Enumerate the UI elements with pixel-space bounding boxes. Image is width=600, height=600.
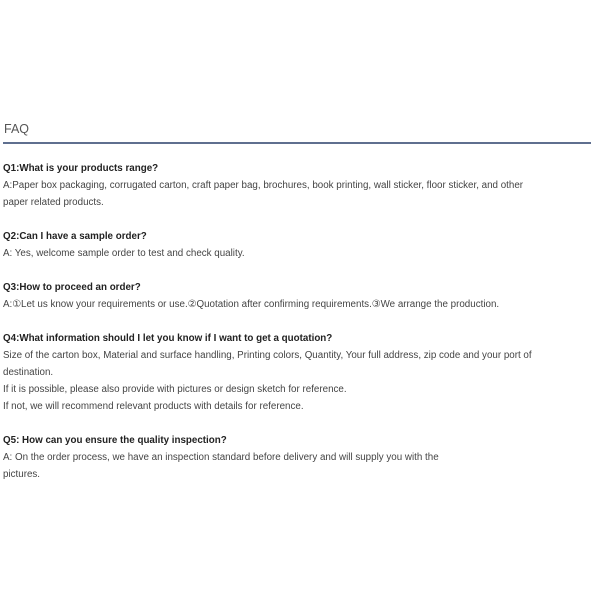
faq-answer-line: A:Paper box packaging, corrugated carton, craft paper bag, brochures, book printing, wall sticker, floor sticker, and other	[3, 180, 524, 191]
faq-question: Q1:What is your products range?	[3, 163, 159, 174]
faq-section	[3, 118, 591, 500]
faq-answer-line: pictures.	[3, 469, 41, 480]
faq-item-q5	[3, 432, 591, 483]
faq-answer-line: Size of the carton box, Material and surface handling, Printing colors, Quantity, Your full address, zip code and your port of	[3, 350, 532, 361]
faq-answer-line: destination.	[3, 367, 54, 378]
faq-answer-line: A: Yes, welcome sample order to test and check quality.	[3, 248, 245, 259]
faq-answer-line: A:①Let us know your requirements or use.②Quotation after confirming requirements.③We arrange the production.	[3, 299, 500, 310]
faq-question: Q3:How to proceed an order?	[3, 282, 141, 293]
faq-item-q3	[3, 279, 591, 313]
faq-question: Q5: How can you ensure the quality inspection?	[3, 435, 227, 446]
faq-item-q2	[3, 228, 591, 262]
faq-question: Q4:What information should I let you know if I want to get a quotation?	[3, 333, 333, 344]
faq-answer-line: paper related products.	[3, 197, 104, 208]
faq-answer-line: A: On the order process, we have an inspection standard before delivery and will supply you with the	[3, 452, 439, 463]
faq-item-q1	[3, 160, 591, 211]
faq-answer-line: If not, we will recommend relevant products with details for reference.	[3, 401, 304, 412]
faq-title: FAQ	[4, 122, 30, 136]
faq-answer-line: If it is possible, please also provide with pictures or design sketch for reference.	[3, 384, 347, 395]
faq-divider	[3, 142, 591, 144]
faq-question: Q2:Can I have a sample order?	[3, 231, 147, 242]
faq-item-q4	[3, 330, 591, 415]
